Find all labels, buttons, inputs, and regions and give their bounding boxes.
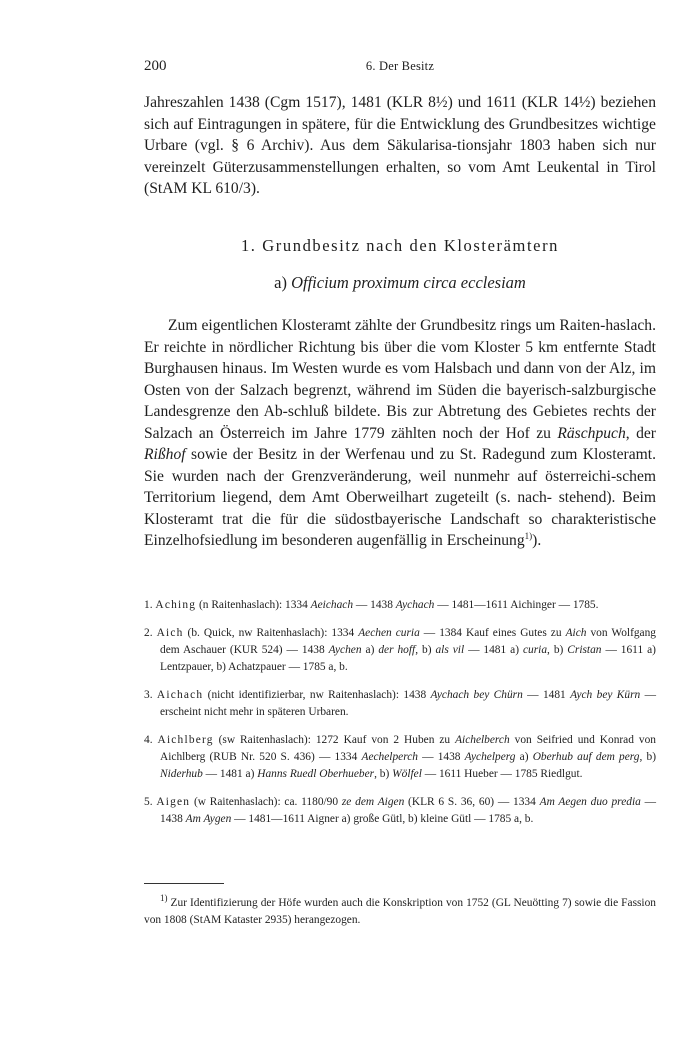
- para-line: Halsbach und dann von der Alz, im Osten von der Salzach begrenzt,: [144, 360, 656, 399]
- intro-line: Jahreszahlen 1438 (Cgm 1517), 1481 (KLR 8½) und 1611 (KLR 14½): [144, 94, 596, 111]
- entry-text: (sw Raitenhaslach): 1272 Kauf von 2 Huben zu: [213, 734, 456, 746]
- entry-source-form: Hanns Ruedl Oberhueber: [257, 768, 375, 780]
- entry-number: 3.: [144, 689, 153, 701]
- entry-source-form: Aych bey Kürn: [570, 689, 641, 701]
- entry-source-form: Aechelperch: [361, 751, 418, 763]
- entry-text: — 1611 Hueber — 1785 Riedlgut.: [421, 768, 583, 780]
- para-line: Österreich im Jahre 1779 zählten noch der Hof zu: [220, 424, 558, 442]
- entry-text: , b): [547, 644, 568, 656]
- entry-source-form: curia: [522, 644, 548, 656]
- entry-text: von Wolfgang dem Aschauer (KUR 524) — 1438: [160, 627, 656, 656]
- entry-text: , b): [374, 768, 393, 780]
- footnote: [144, 895, 656, 929]
- entry-text: (b. Quick, nw Raitenhaslach): 1334: [183, 627, 359, 639]
- entry-source-form: als vil: [435, 644, 465, 656]
- entry-text: , b): [639, 751, 656, 763]
- entry-place-name: Aichlberg: [157, 734, 214, 746]
- entry-number: 2.: [144, 627, 153, 639]
- para-line: schem Territorium liegend, dem Amt Oberweilhart zugeteilt (s. nach-: [144, 467, 656, 506]
- place-entry: [144, 732, 656, 783]
- entry-source-form: ze dem Aigen: [341, 796, 405, 808]
- entry-number: 4.: [144, 734, 153, 746]
- intro-paragraph: [144, 92, 656, 200]
- entry-place-name: Aich: [156, 627, 184, 639]
- entry-place-name: Aching: [155, 599, 197, 611]
- entry-number: 5.: [144, 796, 153, 808]
- para-line: ).: [532, 532, 542, 549]
- entry-text: a): [515, 751, 533, 763]
- para-line: Zum eigentlichen Klosteramt zählte der Grundbesitz rings um Raiten-: [168, 317, 606, 334]
- main-paragraph: [144, 315, 656, 552]
- subsection-heading: [144, 273, 656, 293]
- entry-source-form: Aeichach: [310, 599, 354, 611]
- place-name: Räschpuch: [557, 424, 626, 442]
- para-line: , der: [625, 424, 656, 442]
- intro-line: erhalten, so vom Amt Leukental in Tirol (StAM KL 610/3).: [144, 158, 657, 197]
- place-name: Rißhof: [144, 446, 186, 463]
- entry-text: — 1438: [353, 599, 396, 611]
- entry-text: — 1438: [160, 796, 656, 825]
- entry-place-name: Aichach: [156, 689, 204, 701]
- para-line: 5 km entfernte Stadt Burghausen hinaus. Im Westen wurde es vom: [144, 338, 656, 377]
- entry-text: (w Raitenhaslach): ca. 1180/90: [190, 796, 342, 808]
- footnote-text: Zur Identifizierung der Höfe wurden auch die Konskription von 1752 (GL Neuötting 7) sowie die Fassion von 1808 (StAM Kataster 2935) herangezogen.: [144, 897, 656, 926]
- intro-line: tionsjahr 1803 haben sich nur vereinzelt Güterzusammenstellungen: [144, 137, 657, 176]
- para-line: so charakteristische Einzelhofsiedlung im besonderen augenfällig in: [144, 510, 656, 549]
- entry-source-form: der hoff: [378, 644, 416, 656]
- entry-text: (n Raitenhaslach): 1334: [196, 599, 311, 611]
- entry-source-form: Am Aegen duo predia: [539, 796, 641, 808]
- entry-text: — 1438: [417, 751, 465, 763]
- place-entry: [144, 597, 656, 614]
- entry-text: — 1384 Kauf eines Gutes zu: [419, 627, 566, 639]
- entry-source-form: Aychelperg: [464, 751, 516, 763]
- para-line: Erscheinung: [446, 532, 525, 549]
- place-entries: [144, 597, 656, 839]
- running-head: 6. Der Besitz: [365, 59, 435, 73]
- entry-text: a): [361, 644, 379, 656]
- entry-source-form: Cristan: [567, 644, 602, 656]
- footnote-marker: 1): [160, 893, 168, 904]
- para-line: während im Süden die bayerisch-salzburgische Landesgrenze den Ab-: [144, 381, 657, 420]
- entry-text: — 1481—1611 Aichinger — 1785.: [434, 599, 599, 611]
- footnote-ref: 1): [524, 530, 533, 541]
- para-line: haslach. Er reichte in nördlicher Richtung bis über die vom Kloster: [144, 317, 656, 356]
- section-heading: 1. Grundbesitz nach den Klosterämtern: [240, 236, 560, 255]
- footnote-divider: [144, 883, 224, 884]
- entry-text: (nicht identifizierbar, nw Raitenhaslach): 1438: [203, 689, 431, 701]
- entry-source-form: Aechen curia: [358, 627, 420, 639]
- entry-source-form: Am Aygen: [185, 813, 232, 825]
- entry-source-form: Oberhub auf dem perg: [532, 751, 640, 763]
- entry-text: — 1481 a): [464, 644, 523, 656]
- entry-source-form: Aychach bey Chürn: [430, 689, 523, 701]
- place-entry: [144, 625, 656, 676]
- place-entry: [144, 794, 656, 828]
- intro-line: beziehen sich auf Eintragungen in spätere, für die Entwicklung des: [144, 94, 656, 133]
- entry-place-name: Aigen: [156, 796, 191, 808]
- intro-line: Grundbesitzes wichtige Urbare (vgl. § 6 Archiv). Aus dem Säkularisa-: [144, 115, 656, 154]
- entry-text: — erscheint nicht mehr in späteren Urbaren.: [160, 689, 656, 718]
- page-number: 200: [144, 58, 167, 74]
- para-line: Sie wurden nach der Grenzveränderung, weil nunmehr auf österreichi-: [144, 467, 617, 485]
- entry-text: , b): [415, 644, 436, 656]
- entry-source-form: Aichelberch: [455, 734, 510, 746]
- entry-source-form: Wölfel: [392, 768, 422, 780]
- entry-number: 1.: [144, 599, 153, 611]
- entry-text: — 1481 a): [202, 768, 258, 780]
- entry-text: — 1481: [522, 689, 571, 701]
- entry-source-form: Aychen: [328, 644, 362, 656]
- entry-text: von Seifried und Konrad von Aichlberg (RUB Nr. 520 S. 436) — 1334: [160, 734, 656, 763]
- para-line: stehend). Beim Klosteramt trat die für die südostbayerische Landschaft: [144, 489, 656, 528]
- entry-text: — 1481—1611 Aigner a) große Gütl, b) kleine Gütl — 1785 a, b.: [231, 813, 534, 825]
- entry-source-form: Aich: [565, 627, 587, 639]
- para-line: sowie der Besitz in der Werfenau und zu St. Radegund zum Klosteramt.: [191, 446, 656, 463]
- subsection-prefix: a): [274, 273, 287, 292]
- entry-source-form: Aychach: [395, 599, 435, 611]
- entry-text: (KLR 6 S. 36, 60) — 1334: [404, 796, 540, 808]
- place-entry: [144, 687, 656, 721]
- entry-source-form: Niderhub: [160, 768, 203, 780]
- subsection-title: Officium proximum circa ecclesiam: [291, 273, 526, 292]
- entry-text: — 1611 a) Lentzpauer, b) Achatzpauer — 1785 a, b.: [160, 644, 656, 673]
- para-line: schluß bildete. Bis zur Abtretung des Gebietes rechts der Salzach an: [144, 403, 656, 442]
- page-header: [144, 58, 656, 78]
